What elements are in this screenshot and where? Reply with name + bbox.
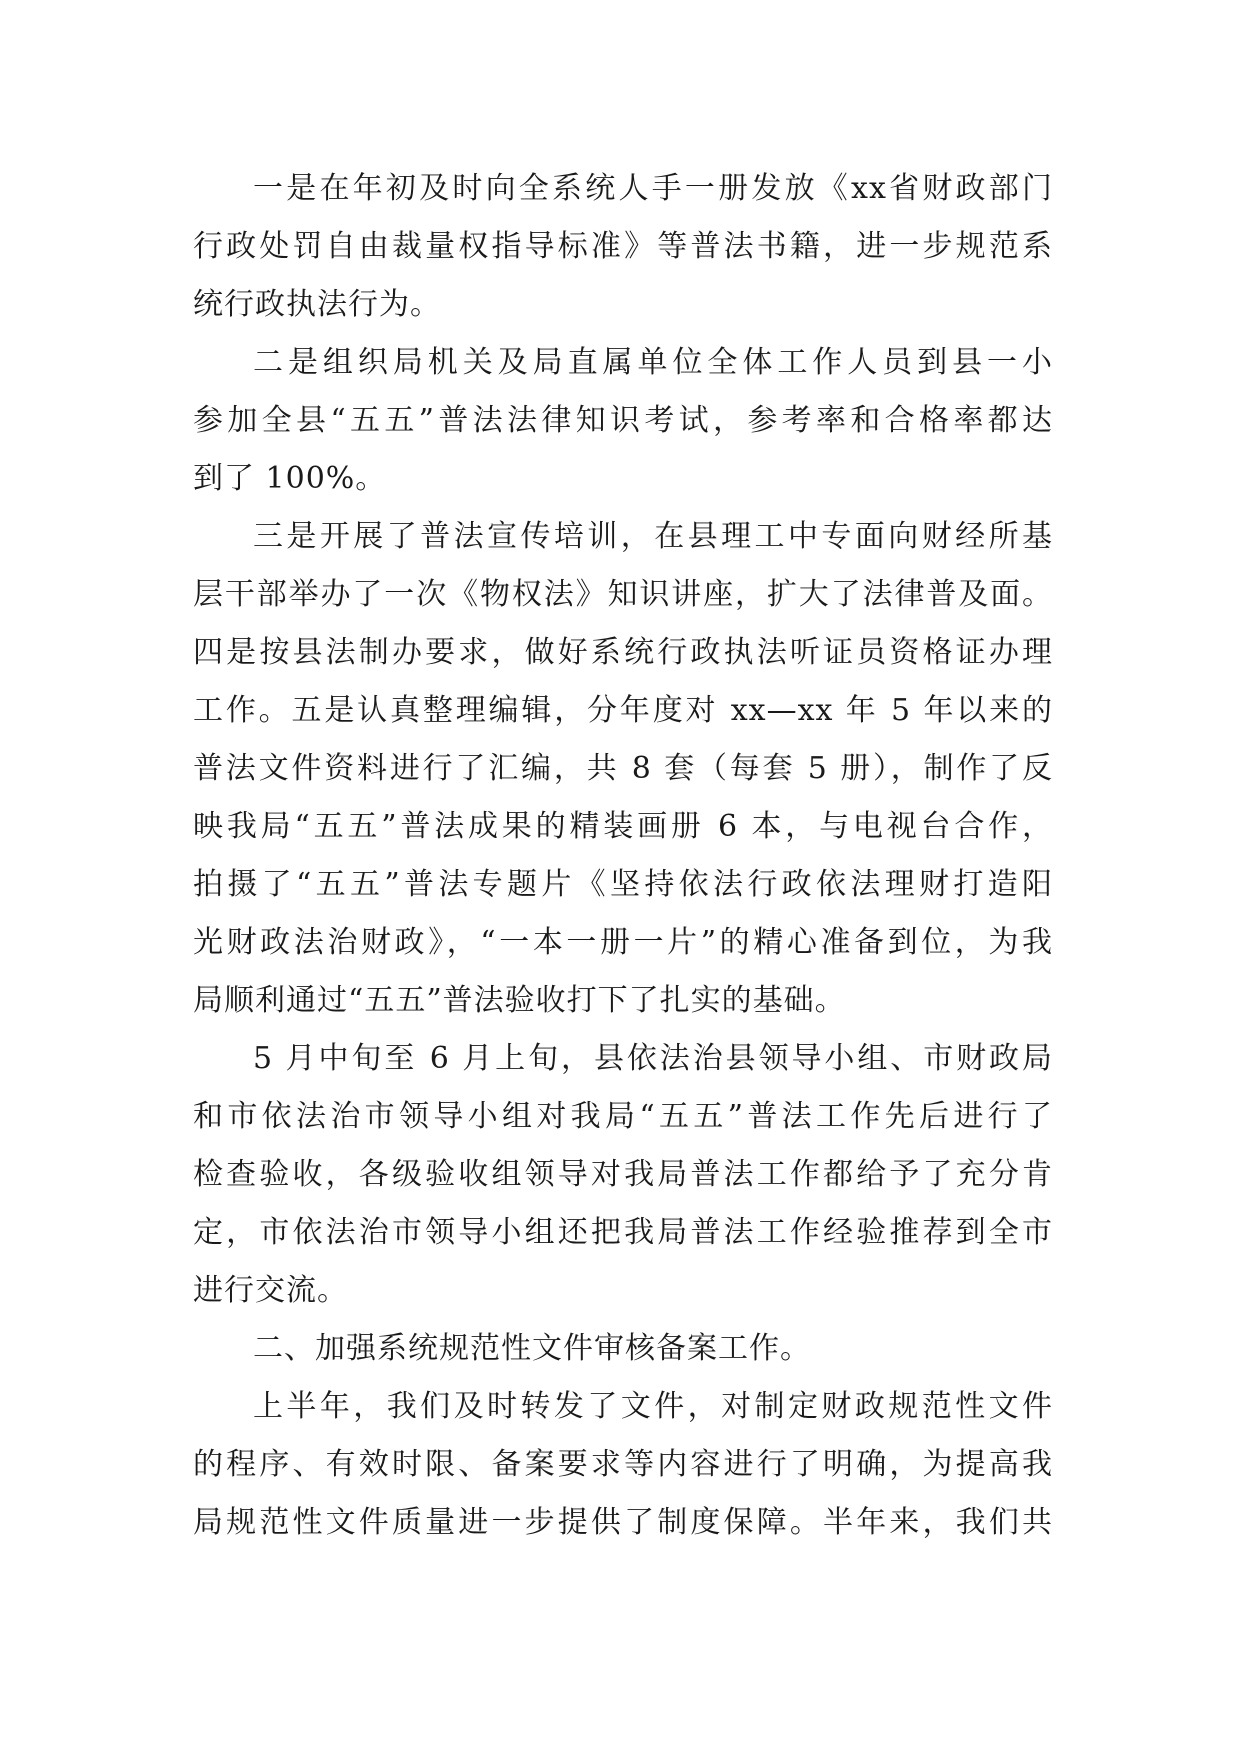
text-line: 到了 100%。 [193, 461, 387, 496]
text-line: 定，市依法治市领导小组还把我局普法工作经验推荐到全市 [193, 1215, 1053, 1250]
text-line: 统行政执法行为。 [193, 287, 441, 322]
text-line: 工作。五是认真整理编辑，分年度对 xx—xx 年 5 年以来的 [193, 693, 1053, 728]
text-line: 检查验收，各级验收组领导对我局普法工作都给予了充分肯 [193, 1157, 1053, 1192]
document-body [193, 160, 1053, 1552]
text-line: 参加全县“五五”普法法律知识考试，参考率和合格率都达 [193, 403, 1053, 438]
text-line: 一是在年初及时向全系统人手一册发放《xx省财政部门 [253, 171, 1053, 206]
text-line: 和市依法治市领导小组对我局“五五”普法工作先后进行了 [193, 1099, 1053, 1134]
text-line: 光财政法治财政》，“一本一册一片”的精心准备到位，为我 [193, 925, 1053, 960]
text-line: 局规范性文件质量进一步提供了制度保障。半年来，我们共 [193, 1505, 1053, 1540]
paragraph-3 [193, 508, 1053, 1030]
paragraph-6 [193, 1378, 1053, 1552]
section-heading [193, 1320, 1053, 1378]
text-line: 上半年，我们及时转发了文件，对制定财政规范性文件 [253, 1389, 1053, 1424]
text-line: 普法文件资料进行了汇编，共 8 套（每套 5 册），制作了反 [193, 751, 1053, 786]
paragraph-1 [193, 160, 1053, 334]
text-line: 三是开展了普法宣传培训，在县理工中专面向财经所基 [253, 519, 1053, 554]
text-line: 进行交流。 [193, 1273, 348, 1308]
text-line: 二是组织局机关及局直属单位全体工作人员到县一小 [253, 345, 1053, 380]
text-line: 二、加强系统规范性文件审核备案工作。 [253, 1331, 811, 1366]
text-line: 层干部举办了一次《物权法》知识讲座，扩大了法律普及面。 [193, 577, 1053, 612]
text-line: 四是按县法制办要求，做好系统行政执法听证员资格证办理 [193, 635, 1053, 670]
text-line: 映我局“五五”普法成果的精装画册 6 本，与电视台合作， [193, 809, 1053, 844]
paragraph-2 [193, 334, 1053, 508]
paragraph-4 [193, 1030, 1053, 1320]
text-line: 拍摄了“五五”普法专题片《坚持依法行政依法理财打造阳 [193, 867, 1053, 902]
text-line: 局顺利通过“五五”普法验收打下了扎实的基础。 [193, 983, 846, 1018]
text-line: 行政处罚自由裁量权指导标准》等普法书籍，进一步规范系 [193, 229, 1053, 264]
text-line: 的程序、有效时限、备案要求等内容进行了明确，为提高我 [193, 1447, 1053, 1482]
text-line: 5 月中旬至 6 月上旬，县依法治县领导小组、市财政局 [253, 1041, 1053, 1076]
